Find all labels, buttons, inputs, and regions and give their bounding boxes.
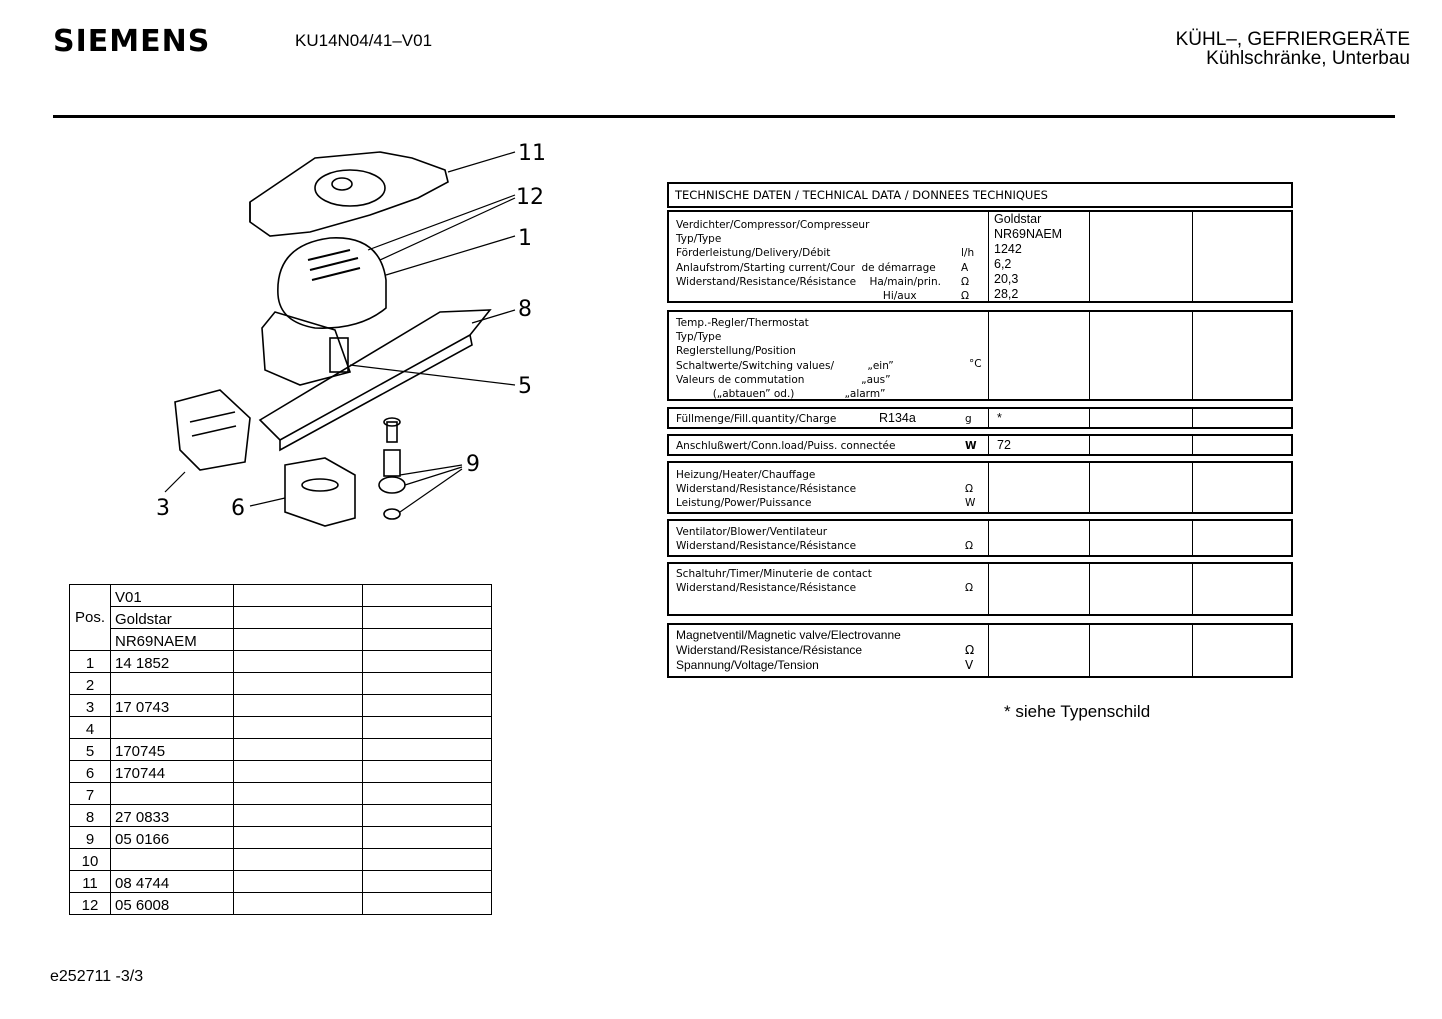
part-number-cell: 08 4744 <box>111 871 234 893</box>
part-number-cell: 170745 <box>111 739 234 761</box>
callout-5: 5 <box>518 374 532 399</box>
valve-units: Ω V <box>965 643 975 672</box>
table-row <box>70 585 492 607</box>
heater-labels: Heizung/Heater/Chauffage Widerstand/Resistance/Résistance Leistung/Power/Puissance <box>676 469 857 510</box>
refrigerant: R134a <box>879 411 916 425</box>
pos-cell: 10 <box>70 849 111 871</box>
table-row <box>70 717 492 739</box>
part-number-cell: 05 0166 <box>111 827 234 849</box>
pos-cell: 9 <box>70 827 111 849</box>
thermostat-section <box>667 310 1293 401</box>
table-row <box>70 695 492 717</box>
timer-section <box>667 562 1293 616</box>
callout-12: 12 <box>516 185 544 210</box>
conn-unit: W <box>965 440 977 452</box>
callout-9: 9 <box>466 452 480 477</box>
fill-label: Füllmenge/Fill.quantity/Charge <box>676 413 837 425</box>
pos-cell: 4 <box>70 717 111 739</box>
compressor-labels: Verdichter/Compressor/Compresseur Typ/Type Förderleistung/Delivery/Débit Anlaufstrom/Starting current/Cour de démarrage Widerstand/Resistance/Résistance Ha/main/prin. Hi/aux <box>676 219 941 303</box>
heater-section <box>667 461 1293 514</box>
fill-unit: g <box>965 413 972 425</box>
compressor-section <box>667 210 1293 303</box>
brand-logo: SIEMENS <box>53 24 211 59</box>
table-row <box>70 651 492 673</box>
part-number-cell: 27 0833 <box>111 805 234 827</box>
conn-label: Anschlußwert/Conn.load/Puiss. connectée <box>676 440 896 452</box>
valve-labels: Magnetventil/Magnetic valve/Electrovanne Widerstand/Resistance/Résistance Spannung/Voltage/Tension <box>676 628 901 672</box>
category-heading <box>1176 30 1410 68</box>
part-number-cell: 17 0743 <box>111 695 234 717</box>
thermostat-unit: °C <box>969 358 982 370</box>
pos-cell: 12 <box>70 893 111 915</box>
table-row <box>70 871 492 893</box>
parts-table <box>69 584 492 915</box>
exploded-parts-diagram <box>150 140 560 530</box>
part-number-cell: 05 6008 <box>111 893 234 915</box>
pos-header: Pos. <box>70 585 111 651</box>
table-row <box>70 607 492 629</box>
part-number-cell <box>111 783 234 805</box>
blower-section <box>667 519 1293 557</box>
callout-1: 1 <box>518 226 532 251</box>
table-row <box>70 629 492 651</box>
pos-cell: 11 <box>70 871 111 893</box>
compressor-type-cell: NR69NAEM <box>111 629 234 651</box>
category-line-2: Kühlschränke, Unterbau <box>1206 48 1410 69</box>
document-id: e252711 -3/3 <box>50 968 144 985</box>
callout-6: 6 <box>231 496 245 521</box>
pos-cell: 3 <box>70 695 111 717</box>
tech-title: TECHNISCHE DATEN / TECHNICAL DATA / DONNEES TECHNIQUES <box>675 188 1048 202</box>
callout-3: 3 <box>156 496 170 521</box>
pos-cell: 7 <box>70 783 111 805</box>
part-6-cover <box>285 458 355 526</box>
blower-units: Ω <box>965 540 974 553</box>
pos-cell: 6 <box>70 761 111 783</box>
typenschild-note: * siehe Typenschild <box>1004 702 1151 721</box>
part-11-tray <box>250 152 448 236</box>
part-9-mounting-set <box>379 418 405 519</box>
manufacturer-cell: Goldstar <box>111 607 234 629</box>
heater-units: Ω W <box>965 483 976 510</box>
compressor-units: l/h A Ω Ω <box>961 247 975 303</box>
category-line-1: KÜHL–, GEFRIERGERÄTE <box>1175 29 1410 50</box>
pos-cell: 1 <box>70 651 111 673</box>
tech-title-box <box>667 182 1293 208</box>
callout-8: 8 <box>518 297 532 322</box>
part-3-relay <box>175 390 250 470</box>
callout-11: 11 <box>518 141 546 166</box>
pos-cell: 2 <box>70 673 111 695</box>
fill-quantity-section <box>667 407 1293 429</box>
table-row <box>70 893 492 915</box>
table-row <box>70 673 492 695</box>
part-number-cell <box>111 673 234 695</box>
timer-units: Ω <box>965 582 974 595</box>
table-row <box>70 805 492 827</box>
part-1-compressor <box>262 238 386 385</box>
blower-labels: Ventilator/Blower/Ventilateur Widerstand/Resistance/Résistance <box>676 526 857 553</box>
thermostat-labels: Temp.-Regler/Thermostat Typ/Type Reglerstellung/Position Schaltwerte/Switching values/ „ein” Valeurs de commutation „aus” („abtauen” od.) „alarm” <box>676 317 894 401</box>
compressor-values: Goldstar NR69NAEM 1242 6,2 20,3 28,2 <box>994 212 1063 301</box>
conn-value: 72 <box>997 438 1011 452</box>
table-row <box>70 827 492 849</box>
timer-labels: Schaltuhr/Timer/Minuterie de contact Widerstand/Resistance/Résistance <box>676 568 872 595</box>
part-number-cell <box>111 849 234 871</box>
part-8-base-rail <box>260 310 490 450</box>
part-number-cell: 170744 <box>111 761 234 783</box>
table-row <box>70 849 492 871</box>
model-number: KU14N04/41–V01 <box>295 31 433 50</box>
valve-section <box>667 623 1293 678</box>
table-row <box>70 739 492 761</box>
part-number-cell <box>111 717 234 739</box>
table-row <box>70 783 492 805</box>
version-cell: V01 <box>111 585 234 607</box>
header-rule <box>53 115 1395 118</box>
part-number-cell: 14 1852 <box>111 651 234 673</box>
pos-cell: 8 <box>70 805 111 827</box>
table-row <box>70 761 492 783</box>
pos-cell: 5 <box>70 739 111 761</box>
connected-load-section <box>667 434 1293 456</box>
fill-value: * <box>997 411 1002 425</box>
